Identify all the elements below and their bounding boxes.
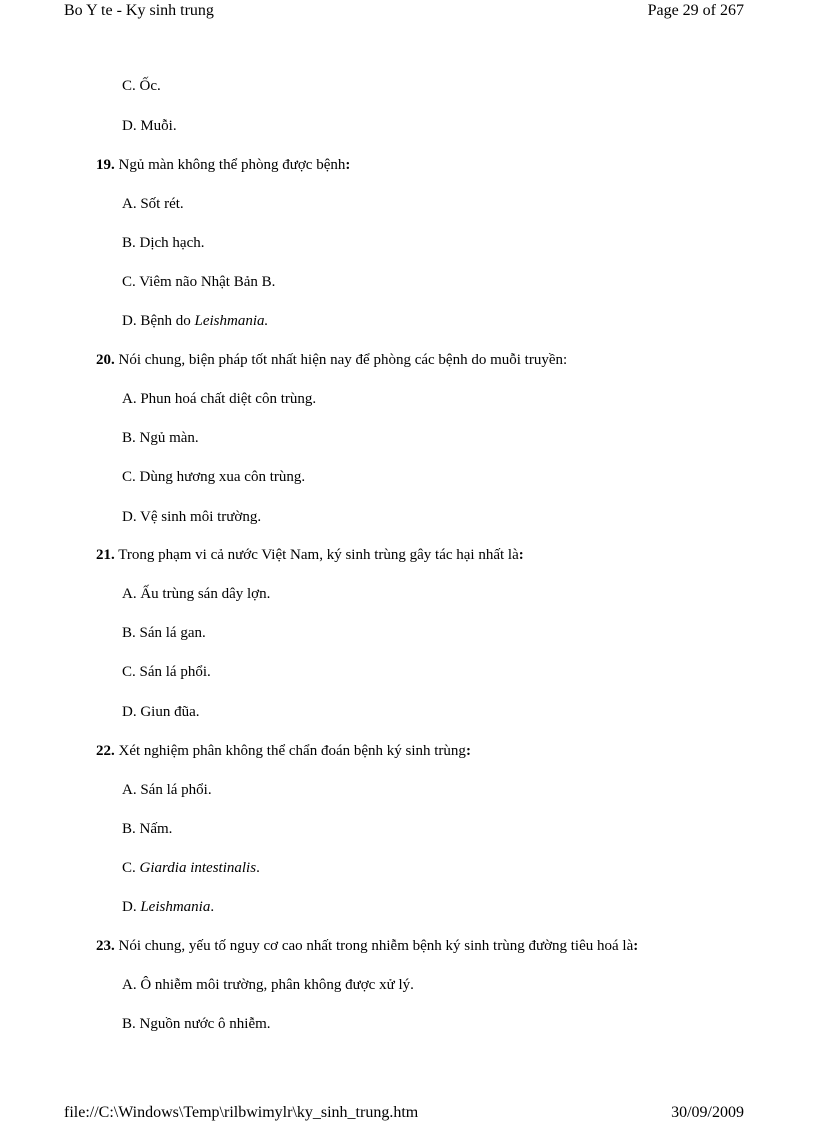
- species-name: Leishmania: [140, 899, 211, 915]
- option-a: A. Phun hoá chất diệt côn trùng.: [122, 391, 317, 407]
- footer-date: 30/09/2009: [671, 1104, 744, 1121]
- species-name: Giardia intestinalis: [139, 860, 257, 876]
- option-d: D. Muỗi.: [122, 118, 177, 134]
- option-c: C. Dùng hương xua côn trùng.: [122, 469, 306, 485]
- question-text: Ngủ màn không thể phòng được bệnh: [114, 157, 346, 173]
- option-suffix: .: [210, 899, 215, 915]
- option-c: C. Ốc.: [122, 78, 161, 94]
- page-number: Page 29 of 267: [647, 2, 744, 19]
- question-number: 23.: [96, 938, 115, 954]
- option-b: B. Dịch hạch.: [122, 235, 205, 251]
- question-colon: :: [518, 547, 524, 563]
- question-text: Nói chung, yếu tố nguy cơ cao nhất trong nhiễm bệnh ký sinh trùng đường tiêu hoá là: [114, 938, 634, 954]
- question-number: 20.: [96, 352, 115, 368]
- question-23: [96, 937, 638, 955]
- option-b: B. Sán lá gan.: [122, 625, 206, 641]
- option-a: A. Ô nhiễm môi trường, phân không được xử lý.: [122, 977, 414, 993]
- question-number: 19.: [96, 157, 115, 173]
- option-d: D. Giun đũa.: [122, 704, 200, 720]
- question-colon: :: [345, 157, 351, 173]
- option-a: A. Sốt rét.: [122, 196, 184, 212]
- question-number: 22.: [96, 743, 115, 759]
- option-a: A. Ấu trùng sán dây lợn.: [122, 586, 271, 602]
- question-number: 21.: [96, 547, 115, 563]
- question-colon: :: [633, 938, 639, 954]
- option-a: A. Sán lá phổi.: [122, 782, 212, 798]
- option-b: B. Ngủ màn.: [122, 430, 199, 446]
- question-text: Xét nghiệm phân không thể chẩn đoán bệnh ký sinh trùng: [114, 743, 466, 759]
- option-c: C. Viêm não Nhật Bản B.: [122, 274, 276, 290]
- question-19: [96, 156, 350, 174]
- option-suffix: .: [256, 860, 260, 876]
- option-text: C.: [122, 860, 140, 876]
- question-text: Trong phạm vi cả nước Việt Nam, ký sinh trùng gây tác hại nhất là: [114, 547, 519, 563]
- question-colon: :: [465, 743, 471, 759]
- option-d: [122, 312, 268, 330]
- option-d: D. Vệ sinh môi trường.: [122, 509, 262, 525]
- species-name: Leishmania.: [194, 313, 269, 329]
- footer-file-path: file://C:\Windows\Temp\rilbwimylr\ky_sinh_trung.htm: [64, 1104, 419, 1121]
- option-text: D. Bệnh do: [122, 313, 195, 329]
- question-21: [96, 546, 524, 564]
- option-c: [122, 859, 260, 877]
- option-b: B. Nguồn nước ô nhiễm.: [122, 1016, 271, 1032]
- option-c: C. Sán lá phổi.: [122, 664, 211, 680]
- question-22: [96, 742, 471, 760]
- option-text: D.: [122, 899, 141, 915]
- header-title: Bo Y te - Ky sinh trung: [64, 2, 214, 19]
- option-b: B. Nấm.: [122, 821, 173, 837]
- option-d: [122, 898, 214, 916]
- question-20: [96, 351, 567, 369]
- question-text: Nói chung, biện pháp tốt nhất hiện nay để phòng các bệnh do muỗi truyền:: [114, 352, 568, 368]
